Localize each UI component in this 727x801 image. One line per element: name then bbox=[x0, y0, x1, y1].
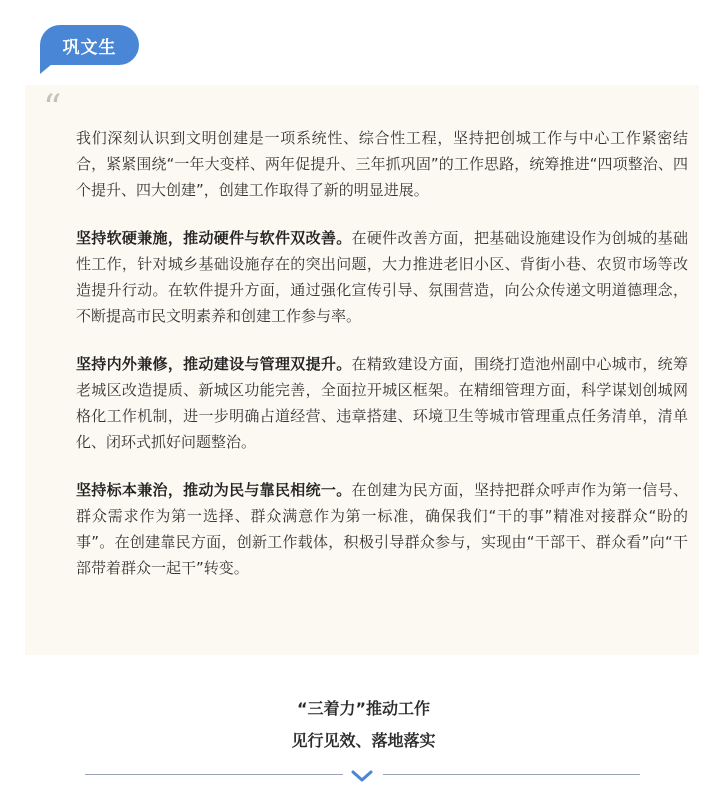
section-title: “三着力”推动工作 bbox=[296, 699, 431, 718]
divider-left bbox=[85, 774, 343, 775]
divider-right bbox=[383, 774, 640, 775]
author-name-badge bbox=[40, 25, 139, 65]
paragraph-4-text: 在创建为民方面，坚持把群众呼声作为第一信号、群众需求作为第一选择、群众满意作为第一标准，确保我们“干的事”精准对接群众“盼的事”。在创建靠民方面，创新工作载体，积极引导群众参与，实现由“干部干、群众看”向“干部带着群众一起干”转变。 bbox=[76, 481, 688, 577]
quote-card bbox=[25, 85, 699, 655]
paragraph-3-lead: 坚持内外兼修，推动建设与管理双提升。 bbox=[76, 355, 352, 373]
quote-mark-icon: “ bbox=[43, 88, 62, 129]
paragraph-2 bbox=[76, 225, 688, 329]
paragraph-3-text: 在精致建设方面，围绕打造池州副中心城市，统筹老城区改造提质、新城区功能完善，全面拉开城区框架。在精细管理方面，科学谋划创城网格化工作机制，进一步明确占道经营、违章搭建、环境卫生等城市管理重点任务清单，清单化、闭环式抓好问题整治。 bbox=[76, 355, 688, 451]
paragraph-1-text: 我们深刻认识到文明创建是一项系统性、综合性工程，坚持把创城工作与中心工作紧密结合，紧紧围绕“一年大变样、两年促提升、三年抓巩固”的工作思路，统筹推进“四项整治、四个提升、四大创建”，创建工作取得了新的明显进展。 bbox=[76, 129, 688, 199]
paragraph-2-text: 在硬件改善方面，把基础设施建设作为创城的基础性工作，针对城乡基础设施存在的突出问题，大力推进老旧小区、背街小巷、农贸市场等改造提升行动。在软件提升方面，通过强化宣传引导、氛围营造，向公众传递文明道德理念，不断提高市民文明素养和创建工作参与率。 bbox=[76, 229, 688, 325]
paragraph-2-lead: 坚持软硬兼施，推动硬件与软件双改善。 bbox=[76, 229, 352, 247]
quote-body bbox=[76, 125, 688, 603]
paragraph-3 bbox=[76, 351, 688, 455]
section-subtitle: 见行见效、落地落实 bbox=[291, 731, 436, 750]
author-name: 巩文生 bbox=[62, 37, 117, 58]
paragraph-1 bbox=[76, 125, 688, 203]
chevron-down-icon bbox=[350, 768, 374, 784]
paragraph-4 bbox=[76, 477, 688, 581]
paragraph-4-lead: 坚持标本兼治，推动为民与靠民相统一。 bbox=[76, 481, 352, 499]
